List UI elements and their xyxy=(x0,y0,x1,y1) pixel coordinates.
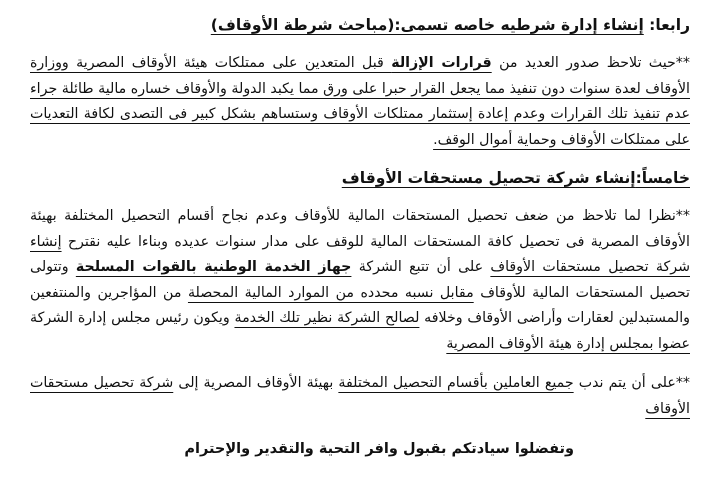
section-4-text-1: **حيث تلاحظ صدور العديد من xyxy=(491,55,690,71)
section-5-text-2: على أن تتبع الشركة xyxy=(351,259,491,275)
section-4-heading-prefix: رابعا: xyxy=(643,16,690,34)
section-5-heading-prefix: خامساً: xyxy=(635,169,690,187)
document-page xyxy=(30,14,690,460)
section-5-emphasis-create-company: إنشاء شركة تحصيل مستحقات الأوقاف xyxy=(30,233,690,275)
section-5-text-1: **نظرا لما تلاحظ من ضعف تحصيل المستحقات المالية للأوقاف وعدم نجاح أقسام التحصيل المختلفة بهيئة الأوقاف المصرية فى تحصيل كافة المستحقات المالية للوقف على مدار سنوات عديده وبناءا عليه نقترح xyxy=(30,208,690,250)
section-4-paragraph xyxy=(30,51,690,153)
section-5-text-3: وتتولى تحصيل المستحقات المالية للأوقاف xyxy=(30,259,690,301)
closing-salutation: وتفضلوا سيادتكم بقبول وافر التحية والتقدير والإحترام xyxy=(184,441,574,457)
section-5-p2-emphasis-all-workers: جميع العاملين بأقسام التحصيل المختلفة xyxy=(338,375,574,391)
section-5-text-5: ويكون رئيس مجلس إدارة الشركة xyxy=(30,310,235,326)
section-5-paragraph-2 xyxy=(30,371,690,422)
section-5-paragraph-1 xyxy=(30,204,690,357)
section-5-p2-text-2: بهيئة الأوقاف المصرية إلى xyxy=(173,375,339,391)
section-5-emphasis-percentage: مقابل نسبه محدده من الموارد المالية المحصلة xyxy=(187,284,474,301)
section-5-emphasis-for-company: لصالح الشركة نظير تلك الخدمة xyxy=(234,310,420,326)
section-5-emphasis-national-service: جهاز الخدمة الوطنية بالقوات المسلحة xyxy=(75,259,352,275)
section-4-heading xyxy=(30,14,690,36)
section-4-heading-title: إنشاء إدارة شرطيه خاصه تسمى:(مباحث شرطة الأوقاف) xyxy=(210,16,644,34)
section-5-emphasis-board-member: عضوا بمجلس إدارة هيئة الأوقاف المصرية xyxy=(446,335,690,352)
section-5-heading xyxy=(30,167,690,189)
section-5-text-4: من المؤاجرين والمنتفعين والمستبدلين لعقارات وأراضى الأوقاف وخلافه xyxy=(30,284,691,326)
section-5-heading-title: إنشاء شركة تحصيل مستحقات الأوقاف xyxy=(341,169,636,187)
section-5-p2-text-1: **على أن يتم ندب xyxy=(573,375,691,391)
section-4-emphasis-removal-decisions: قرارات الإزالة xyxy=(391,55,492,71)
section-4-text-2: قبل المتعدين على ممتلكات هيئة الأوقاف المصرية ووزارة الأوقاف لعدة سنوات دون تنفيذ مما يجعل القرار حبرا على ورق مما يكبد الدولة والأوقاف خساره مالية طائلة جراء عدم تنفيذ تلك القرارات وعدم إعادة إستثمار ممتلكات الأوقاف وستساهم بشكل كبير فى التصدى لكافة التعديات على ممتلكات الأوقاف وحماية أموال الوقف. xyxy=(30,55,690,148)
section-5-p2-emphasis-company: شركة تحصيل مستحقات الأوقاف xyxy=(30,375,690,417)
